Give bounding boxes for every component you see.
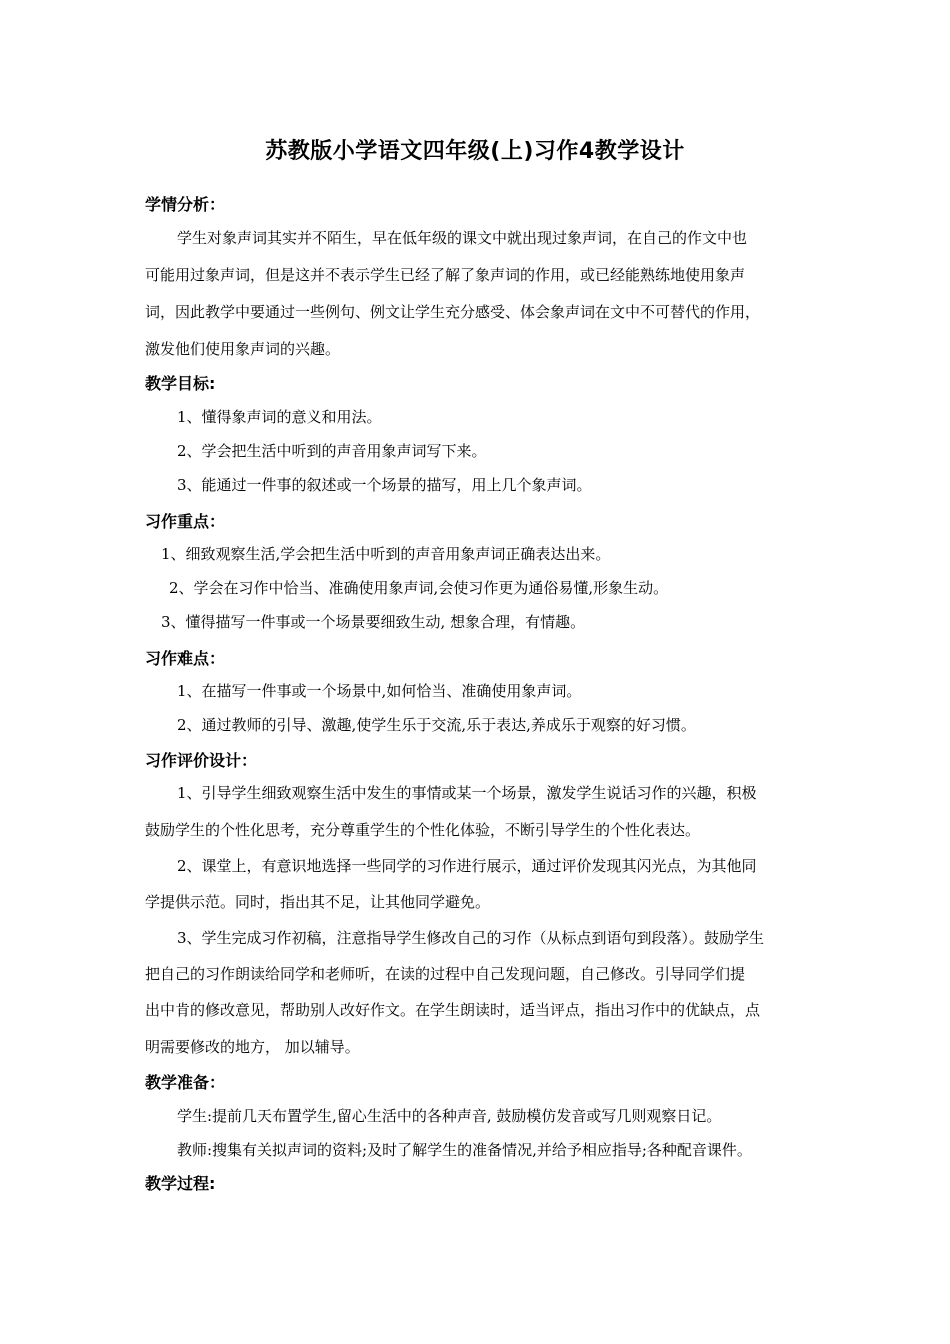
- preparation-heading: 教学准备：: [145, 1073, 226, 1092]
- keypoint-item: 2、学会在习作中恰当、准确使用象声词,会使习作更为通俗易懂,形象生动。: [169, 579, 669, 597]
- goal-item: 1、懂得象声词的意义和用法。: [177, 408, 382, 426]
- preparation-item: 学生:提前几天布置学生,留心生活中的各种声音, 鼓励模仿发音或写几则观察日记。: [177, 1107, 722, 1125]
- goal-item: 2、学会把生活中听到的声音用象声词写下来。: [177, 442, 487, 460]
- goal-item: 3、能通过一件事的叙述或一个场景的描写，用上几个象声词。: [177, 476, 592, 494]
- keypoint-item: 3、懂得描写一件事或一个场景要细致生动, 想象合理，有情趣。: [161, 613, 586, 631]
- evaluation-line: 1、引导学生细致观察生活中发生的事情或某一个场景，激发学生说话习作的兴趣，积极: [177, 784, 757, 802]
- evaluation-line: 鼓励学生的个性化思考，充分尊重学生的个性化体验，不断引导学生的个性化表达。: [145, 821, 701, 839]
- evaluation-line: 明需要修改的地方， 加以辅导。: [145, 1038, 360, 1056]
- evaluation-line: 把自己的习作朗读给同学和老师听，在读的过程中自己发现问题，自己修改。引导同学们提: [145, 965, 746, 983]
- keypoint-item: 1、细致观察生活,学会把生活中听到的声音用象声词正确表达出来。: [161, 545, 611, 563]
- goals-heading: 教学目标:: [145, 374, 216, 393]
- analysis-line: 词，因此教学中要通过一些例句、例文让学生充分感受、体会象声词在文中不可替代的作用，: [145, 303, 761, 321]
- analysis-line: 可能用过象声词，但是这并不表示学生已经了解了象声词的作用，或已经能熟练地使用象声: [145, 266, 746, 284]
- analysis-line: 激发他们使用象声词的兴趣。: [145, 340, 341, 358]
- preparation-item: 教师:搜集有关拟声词的资料;及时了解学生的准备情况,并给予相应指导;各种配音课件。: [177, 1141, 752, 1159]
- difficulty-item: 1、在描写一件事或一个场景中,如何恰当、准确使用象声词。: [177, 682, 582, 700]
- difficulties-heading: 习作难点：: [145, 649, 226, 668]
- document-title: 苏教版小学语文四年级(上)习作4教学设计: [265, 139, 685, 164]
- analysis-line: 学生对象声词其实并不陌生，早在低年级的课文中就出现过象声词，在自己的作文中也: [177, 229, 748, 247]
- analysis-heading: 学情分析：: [145, 195, 226, 214]
- evaluation-line: 学提供示范。同时，指出其不足，让其他同学避免。: [145, 893, 491, 911]
- evaluation-heading: 习作评价设计：: [145, 751, 258, 770]
- difficulty-item: 2、通过教师的引导、激趣,使学生乐于交流,乐于表达,养成乐于观察的好习惯。: [177, 716, 696, 734]
- evaluation-line: 3、学生完成习作初稿，注意指导学生修改自己的习作（从标点到语句到段落）。鼓励学生: [177, 929, 765, 947]
- process-heading: 教学过程:: [145, 1174, 216, 1193]
- evaluation-line: 2、课堂上，有意识地选择一些同学的习作进行展示，通过评价发现其闪光点，为其他同: [177, 857, 757, 875]
- evaluation-line: 出中肯的修改意见，帮助别人改好作文。在学生朗读时，适当评点，指出习作中的优缺点，点: [145, 1001, 761, 1019]
- keypoints-heading: 习作重点：: [145, 512, 226, 531]
